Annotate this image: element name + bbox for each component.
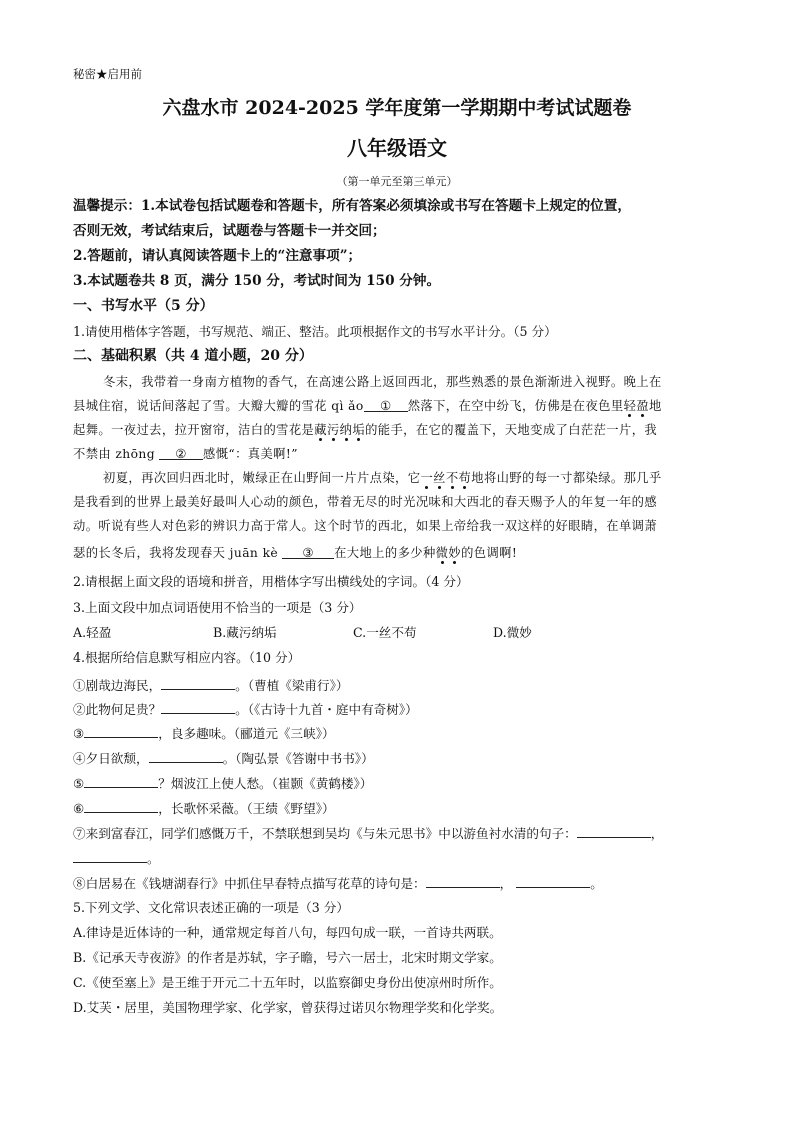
dotted-word (420, 471, 471, 485)
dotted-char: 轻 (623, 399, 637, 413)
answer-blank (516, 874, 590, 888)
question-5-option-c: C.《使至塞上》是王维于开元二十五年时，以监察御史身份出使凉州时所作。 (73, 975, 502, 990)
question-1: 1.请使用楷体字答题，书写规范、端正、整洁。此项根据作文的书写水平计分。（5 分） (73, 324, 557, 339)
passage-p1-line-2 (73, 398, 662, 414)
passage-text: 起舞。一夜过去，拉开窗帘，洁白的雪花是 (73, 423, 315, 437)
recite-text: ，长歌怀采薇。（王绩《野望》） (158, 801, 335, 816)
recite-text: ，良多趣味。（郦道元《三峡》） (158, 726, 335, 741)
dotted-char: 盈 (636, 399, 649, 413)
recite-item-1 (73, 676, 349, 694)
recite-item-5 (73, 774, 372, 792)
recite-item-8 (73, 874, 603, 892)
answer-blank (161, 676, 235, 690)
passage-text: 的色调啊! (461, 546, 518, 560)
blank-marker: ① (379, 399, 392, 413)
answer-blank (426, 874, 500, 888)
recite-text: ， (650, 826, 664, 841)
question-5-option-b: B.《记承天寺夜游》的作者是苏轼，字子瞻，号六一居士，北宋时期文学家。 (73, 950, 502, 965)
notice-line-3: 2.答题前，请认真阅读答题卡上的“注意事项”； (73, 248, 362, 264)
dotted-word (436, 546, 461, 560)
recite-text: ④夕日欲颓， (73, 751, 149, 766)
dotted-char: 纳 (339, 423, 353, 437)
dotted-char: 苟 (458, 471, 472, 485)
passage-p2-line-2: 是我看到的世界上最美好最叫人心动的颜色，带着无尽的时光况味和大西北的春天赐予人的年复一年的感 (73, 495, 658, 509)
dotted-char: 藏 (314, 423, 327, 437)
question-3-option-a: A.轻盈 (73, 625, 112, 640)
recite-text: ， (499, 876, 513, 891)
dotted-word (314, 423, 365, 437)
answer-blank (149, 749, 223, 763)
recite-text: ①剧哉边海民， (73, 678, 162, 693)
passage-text: 感慨“：真美啊!” (203, 447, 298, 461)
passage-text: 的能手，在它的覆盖下，天地变成了白茫茫一片，我 (365, 423, 658, 437)
question-3-option-c: C.一丝不苟 (353, 625, 417, 640)
exam-subtitle: 八年级语文 (347, 136, 447, 160)
section-1-heading: 一、书写水平（5 分） (73, 298, 214, 314)
dotted-char: 垢 (352, 423, 366, 437)
question-3-stem: 3.上面文段中加点词语使用不恰当的一项是（3 分） (73, 600, 362, 615)
recite-text: ⑦来到富春江，同学们感慨万千，不禁联想到吴均《与朱元思书》中以游鱼衬水清的句子： (73, 826, 577, 841)
question-3-option-b: B.藏污纳垢 (213, 625, 277, 640)
section-2-heading: 二、基础积累（共 4 道小题，20 分） (73, 348, 313, 364)
passage-p2-line-3: 动。听说有些人对色彩的辨识力高于常人。这个时节的西北，如果上帝给我一双这样的好眼睛，在单调萧 (73, 519, 658, 533)
recite-text: 。（《古诗十九首・庭中有奇树》） (235, 702, 418, 717)
passage-text: 初夏，再次回归西北时，嫩绿正在山野间一片片点染，它 (103, 471, 421, 485)
passage-text: 地将山野的每一寸都染绿。那几乎 (471, 471, 662, 485)
recite-text: ？烟波江上使人愁。（崔颢《黄鹤楼》） (158, 776, 373, 791)
passage-p2-line-4 (73, 545, 517, 561)
answer-blank (161, 700, 235, 714)
passage-text: 在大地上的多少种 (334, 546, 436, 560)
recite-text: 。（陶弘景《答谢中书书》） (222, 751, 374, 766)
passage-text: 地 (648, 399, 662, 413)
recite-text: 。 (147, 851, 160, 866)
recite-item-2 (73, 700, 418, 718)
recite-item-3 (73, 724, 335, 742)
blank-1 (364, 398, 408, 412)
recite-text: ⑤ (73, 776, 85, 791)
question-5-stem: 5.下列文学、文化常识表述正确的一项是（3 分） (73, 900, 349, 915)
recite-text: ⑥ (73, 801, 85, 816)
recite-text: ②此物何足贵？ (73, 702, 162, 717)
notice-line-2: 否则无效，考试结束后，试题卷与答题卡一并交回； (73, 223, 386, 239)
notice-line-4: 3.本试题卷共 8 页，满分 150 分，考试时间为 150 分钟。 (73, 273, 441, 289)
question-2: 2.请根据上面文段的语境和拼音，用楷体字写出横线处的字词。（4 分） (73, 574, 469, 589)
dotted-char: 污 (326, 423, 340, 437)
recite-text: 。（曹植《梁甫行》） (235, 678, 349, 693)
exam-scope: （第一单元至第三单元） (336, 175, 458, 188)
passage-text: 不禁由 zhōng (73, 447, 155, 461)
recite-text: ⑧白居易在《钱塘湖春行》中抓住早春特点描写花草的诗句是： (73, 876, 426, 891)
dotted-char: 丝 (433, 471, 446, 485)
passage-p1-line-4 (73, 446, 298, 462)
answer-blank (577, 824, 651, 838)
answer-blank (84, 774, 158, 788)
dotted-char: 一 (420, 471, 434, 485)
blank-2 (159, 446, 203, 460)
question-3-option-d: D.微妙 (493, 625, 532, 640)
recite-item-7 (73, 824, 663, 842)
dotted-char: 微 (435, 546, 449, 560)
recite-item-4 (73, 749, 374, 767)
passage-text: 瑟的长冬后，我将发现春天 juān kè (73, 546, 279, 560)
question-5-option-d: D.艾芙・居里，美国物理学家、化学家，曾获得过诺贝尔物理学奖和化学奖。 (73, 1000, 503, 1015)
passage-p1-line-1: 冬末，我带着一身南方植物的香气，在高速公路上返回西北，那些熟悉的景色渐渐进入视野。晚上在 (103, 375, 662, 389)
secret-label: 秘密★启用前 (73, 67, 142, 81)
notice-line-1: 温馨提示：1.本试卷包括试题卷和答题卡，所有答案必须填涂或书写在答题卡上规定的位置， (73, 198, 631, 214)
recite-item-7-cont (73, 849, 160, 867)
exam-title: 六盘水市 2024-2025 学年度第一学期期中考试试题卷 (162, 97, 632, 119)
passage-p2-line-1 (103, 470, 662, 486)
dotted-char: 妙 (448, 546, 462, 560)
question-5-option-a: A.律诗是近体诗的一种，通常规定每首八句，每四句成一联，一首诗共两联。 (73, 925, 502, 940)
passage-text: 然落下，在空中纷飞，仿佛是在夜色里 (407, 399, 624, 413)
answer-blank (73, 849, 147, 863)
passage-p1-line-3 (73, 422, 657, 438)
blank-3 (282, 545, 334, 559)
dotted-char: 不 (445, 471, 459, 485)
recite-text: 。 (590, 876, 603, 891)
dotted-word (624, 399, 649, 413)
recite-text: ③ (73, 726, 85, 741)
blank-marker: ③ (302, 546, 314, 560)
recite-item-6 (73, 799, 335, 817)
answer-blank (84, 799, 158, 813)
question-4-stem: 4.根据所给信息默写相应内容。（10 分） (73, 650, 301, 665)
answer-blank (84, 724, 158, 738)
blank-marker: ② (175, 447, 187, 461)
passage-text: 县城住宿，说话间落起了雪。大瓣大瓣的雪花 qì ǎo (73, 399, 364, 413)
